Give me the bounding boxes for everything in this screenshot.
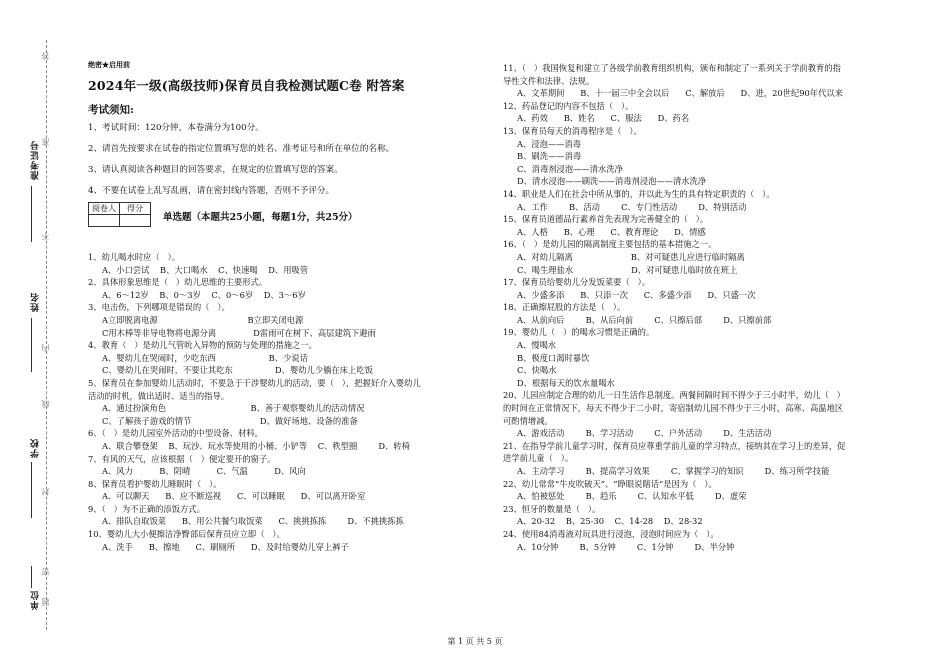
answer-options: A、人格 B、心理 C、教育理论 D、情感 (517, 226, 706, 237)
question-text: 17、保育员给婴幼儿分发饭菜要（ ）。 (503, 277, 651, 288)
notice-item: 2、请首先按要求在试卷的指定位置填写您的姓名、准考证号和所在单位的名称。 (88, 144, 395, 154)
seal-mark: 封 (41, 488, 50, 496)
answer-options: A、洗手 B、擦地 C、刷厕所 D、及时给婴幼儿穿上裤子 (102, 541, 349, 552)
seal-line (46, 40, 47, 630)
question-text: 进学前儿童（ ）。 (503, 453, 574, 464)
seal-mark: 线 (41, 400, 50, 408)
notice-item: 1、考试时间：120分钟，本卷满分为100分。 (88, 123, 264, 133)
answer-options: B、极度口渴时暴饮 (517, 352, 590, 363)
score-header: 得分 (120, 203, 151, 215)
answer-options: A立即脱离电源 B立即关闭电源 (102, 314, 304, 325)
question-text: 5、保育员在参加婴幼儿活动时，不要急于干涉婴幼儿的活动，要（ ），把握好介入婴幼儿 (88, 377, 421, 388)
question-text: 18、正确擦屁股的方法是（ ）。 (503, 302, 626, 313)
answer-options: C、消毒剂浸泡——清水洗净 (517, 163, 623, 174)
question-text: 14、职业是人们在社会中所从事的，并以此为生的具有特定职责的（ ）。 (503, 188, 775, 199)
question-text: 13、保育员每天的消毒程序是（ ）。 (503, 125, 642, 136)
answer-options: A、浸泡——消毒 (517, 138, 582, 149)
seal-mark: 答 (41, 52, 50, 60)
answer-options: A、6～12岁 B、0～3岁 C、0～6岁 D、3～6岁 (102, 289, 306, 300)
answer-options: A、联合攀登架 B、玩沙、玩水等使用的小桶、小铲等 C、秩型圈 D、转椅 (102, 440, 410, 451)
seal-mark: 内 (41, 344, 50, 352)
binding-margin (0, 0, 72, 671)
answer-options: A、怕被惩处 B、趋乐 C、认知水平低 D、虚荣 (517, 491, 747, 502)
notice-item: 3、请认真阅读各种题目的回答要求，在规定的位置填写您的答案。 (88, 165, 343, 175)
score-row (88, 202, 488, 227)
seal-mark: 题 (41, 598, 50, 606)
answer-options: A、游戏活动 B、学习活动 C、户外活动 D、生活活动 (517, 428, 772, 439)
unit-label: 单位 (31, 590, 41, 610)
answer-options: A、婴幼儿在哭闹时，少吃东西 B、少说话 (102, 352, 308, 363)
answer-options: A、药效 B、姓名 C、服法 D、药名 (517, 113, 690, 124)
question-text: 2、具体形象思维是（ ）幼儿思维的主要形式。 (88, 277, 268, 288)
answer-options: A、工作 B、活动 C、专门性活动 D、特别活动 (517, 201, 747, 212)
seal-mark: 不 (41, 232, 50, 240)
question-text: 8、保育员看护婴幼儿睡眠时（ ）。 (88, 478, 222, 489)
section-title: 单选题（本题共25小题，每题1分，共25分） (163, 212, 358, 223)
question-text: 11、（ ）我国恢复和建立了各级学前教育组织机构，颁布和制定了一系列关于学前教育的指 (503, 63, 841, 73)
right-column (503, 62, 898, 553)
question-text: 7、有风的天气，应该根据（ ）便定要开的窗子。 (88, 453, 276, 464)
score-cell[interactable] (120, 215, 151, 227)
answer-options: A、通过扮演角色 B、善于观察婴幼儿的活动情况 (102, 403, 365, 414)
exam-number-label: 准考证号 (31, 140, 41, 180)
school-field[interactable] (31, 462, 32, 518)
answer-options: A、少盛多添 B、只添一次 C、多盛少添 D、只盛一次 (517, 289, 756, 300)
page-title: 2024年一级(高级技师)保育员自我检测试题C卷 附答案 (88, 78, 405, 93)
question-text: 3、电击伤，下列哪项是错误的（ ）。 (88, 302, 230, 313)
answer-options: A、慢喝水 (517, 340, 557, 351)
secret-label: 绝密★启用前 (88, 60, 130, 69)
score-box (88, 202, 151, 227)
exam-number-field[interactable] (31, 186, 32, 242)
answer-options: A、文革期间 B、十一届三中全会以后 C、解放后 D、进，20世纪90年代以来 (517, 88, 843, 99)
answer-options: A、10分钟 B、5分钟 C、1分钟 D、半分钟 (517, 541, 735, 552)
answer-options: D、清水浸泡——刷洗——消毒剂浸泡——清水洗净 (517, 176, 707, 187)
unit-field[interactable] (31, 566, 32, 588)
answer-options: A、风力 B、阴晴 C、气温 D、风向 (102, 466, 306, 477)
answer-options: C用木棒等非导电物将电源分离 D雷雨可在树下、高层建筑下避雨 (102, 327, 376, 338)
notice-list (88, 122, 488, 197)
question-text: 9、（ ）为不正确的添饭方式。 (88, 503, 205, 514)
answer-options: A、小口尝试 B、大口喝水 C、快速喝 D、用吸管 (102, 264, 309, 275)
question-text: 24、使用84消毒液对玩具进行浸泡，浸泡时间应为（ ）。 (503, 528, 719, 539)
answer-options: A、主动学习 B、提高学习效果 C、掌握学习的知识 D、练习所学技能 (517, 466, 830, 476)
notice-item: 4、不要在试卷上乱写乱画，请在密封线内答题，否则不予评分。 (88, 186, 335, 196)
question-text: 可酌情增减。 (503, 415, 553, 426)
answer-options: D、根据每天的饮水量喝水 (517, 377, 615, 388)
school-label: 学校 (31, 438, 41, 458)
answer-options: B、刷洗——消毒 (517, 151, 582, 162)
answer-options: C、快喝水 (517, 365, 557, 376)
answer-options: A、对幼儿隔离 B、对可疑患儿应进行临时隔离 (517, 251, 745, 262)
question-text: 15、保育员道德品行素养首先表现为完善健全的（ ）。 (503, 214, 709, 225)
question-text: 16、（ ）是幼儿园的隔离制度主要包括的基本措施之一。 (503, 239, 717, 250)
question-list-right (503, 62, 898, 553)
grader-header: 阅卷人 (89, 203, 120, 215)
notice-heading: 考试须知: (88, 104, 134, 116)
question-text: 活动的时机，做出适时、适当的指导。 (88, 390, 230, 401)
question-text: 1、幼儿喝水时应（ ）。 (88, 252, 181, 262)
answer-options: C、婴幼儿在哭闹时，不要让其吃东 D、婴幼儿少躺在床上吃饭 (102, 365, 373, 376)
grader-cell[interactable] (89, 215, 120, 227)
seal-mark: 准 (41, 138, 50, 146)
answer-options: C、喝生理盐水 D、对可疑患儿临时放在班上 (517, 264, 738, 275)
answer-options: C、了解孩子游戏的情节 D、做好场地、设备的准备 (102, 415, 358, 426)
left-column (88, 60, 488, 553)
question-text: 20、儿园应制定合理的幼儿一日生活作息制度。两餐间隔时间不得少于三小时半，幼儿（ ） (503, 390, 846, 401)
seal-mark: 密 (41, 568, 50, 576)
question-text: 19、婴幼儿（ ）的喝水习惯是正确的。 (503, 327, 655, 338)
question-text: 6、（ ）是幼儿园室外活动的中型设备、材料。 (88, 428, 263, 439)
page-footer: 第 1 页 共 5 页 (447, 637, 503, 646)
question-text: 23、恒牙的数量是（ ）。 (503, 503, 601, 514)
question-text: 的时间在正常情况下，每天不得少于二小时，寄宿制幼儿园不得少于三小时，高寒、高温地区 (503, 403, 844, 414)
question-list-left (88, 251, 488, 553)
question-text: 22、幼儿常常“牛皮吹破天”、“睁眼说瞎话”是因为（ ）。 (503, 478, 717, 489)
name-field[interactable] (31, 318, 32, 372)
answer-options: A、从前向后 B、从后向前 C、只擦后部 D、只擦前部 (517, 314, 772, 325)
question-text: 21、在指导学前儿童学习时，保育员应尊重学前儿童的学习特点，接纳其在学习上的差异，促 (503, 440, 846, 451)
question-text: 导性文件和法律、法规。 (503, 75, 595, 86)
answer-options: A、20-32 B、25-30 C、14-28 D、28-32 (517, 516, 703, 527)
question-text: 4、教育（ ）是幼儿气管吮入异物的预防与处理的措施之一。 (88, 340, 317, 351)
answer-options: A、排队自取饭菜 B、用公共餐勺取饭菜 C、挑挑拣拣 D、不挑挑拣拣 (102, 516, 404, 527)
answer-options: A、可以聊天 B、应不断巡视 C、可以睡眠 D、可以离开卧室 (102, 491, 366, 502)
name-label: 姓名 (31, 292, 41, 312)
question-text: 12、药品登记的内容不包括（ ）。 (503, 100, 634, 111)
question-text: 10、婴幼儿大小便擦洁净臀部后保育员应立即（ ）。 (88, 529, 285, 540)
